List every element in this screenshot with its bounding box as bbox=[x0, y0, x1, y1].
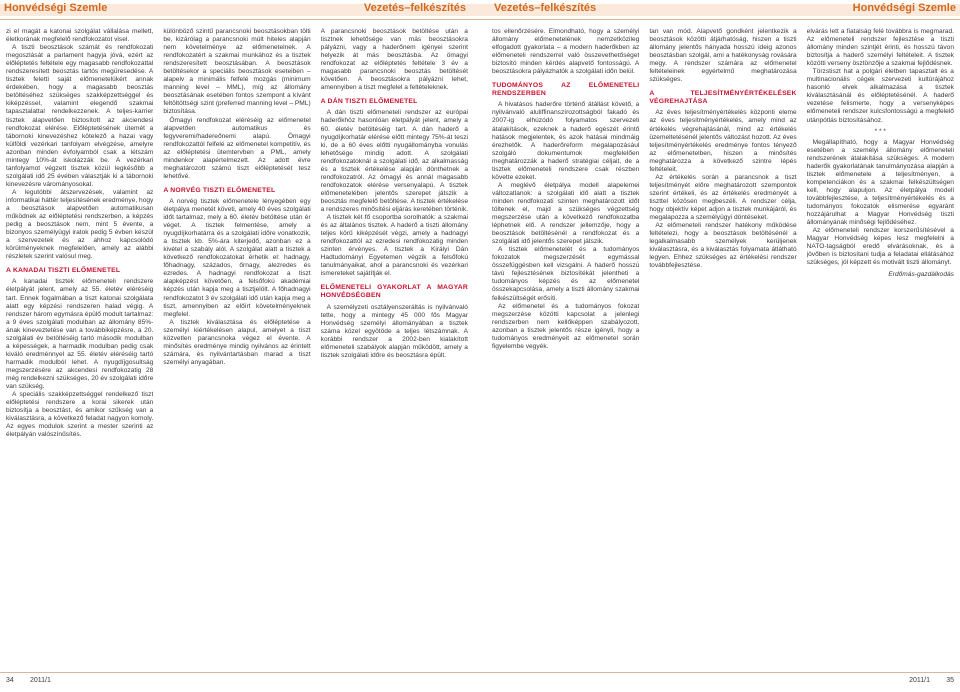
running-head-section: Vezetés–felkészítés bbox=[363, 2, 466, 14]
body-paragraph: tan van mód. Alapvető gondként jelentkezik a beosztások közötti átjárhatóság, hiszen a tiszti állomány jelentős hányada hosszú ideig azonos beosztásban szolgál, ami a hatékonyság rovására megy. A rendszer számára az előmenetel feltételeinek egyértelmű meghatározása szükséges. bbox=[649, 28, 797, 84]
section-heading: A TELJESÍTMÉNYÉRTÉKELÉSEK VÉGREHAJTÁSA bbox=[649, 90, 797, 106]
text-column-6 bbox=[807, 28, 954, 640]
section-heading: A NORVÉG TISZTI ELŐMENETEL bbox=[163, 186, 276, 194]
section-heading: A DÁN TISZTI ELŐMENETEL bbox=[320, 98, 418, 106]
body-paragraph: A kanadai tisztek előmeneteli rendszere életpályát jelent, amely az 55. életév eléréséig tart. Ennek fogalmában a tiszt katonai szolgálata alatt egy képzési rendszeren halad végig. A rendszer három egymásra épülő modult tartalmaz: a 9 éves szolgálati modulban az állomány 85%-ának kineveztetése van a továbbiképzésre, a 20. szolgálati év betöltéséig tartó második modulban a képességek, a harmadik modulban pedig csak kiváló eredménnyel az 55. életév eléréséig tartó harmadik modulból lehet. A nyugdíjgosultság megszerzésére az akcendesi rendfokozatig 28 még rendelkezni szükséges, 20 év szolgálati időre van szükség. bbox=[6, 278, 154, 391]
section-heading: ELŐMENETELI GYAKORLAT A MAGYAR HONVÉDSÉGBEN bbox=[320, 284, 468, 300]
body-paragraph: A tisztek előmenetelét és a tudományos fokozatok megszerzését egymással összefüggésben kell vizsgálni. A haderő hosszú távú fejlesztésének biztosítékát jelentheti a tudományos képzés és az előmenetel összekapcsolása, amely a tiszti állomány szakmai felkészültségét erősíti. bbox=[492, 246, 640, 302]
section-heading: TUDOMÁNYOS AZ ELŐMENETELI RENDSZERBEN bbox=[492, 82, 640, 98]
body-paragraph: Az értékelés során a parancsnok a tiszt teljesítményét előre meghatározott szempontok szerint értékeli, és az értékelés eredményét a tiszttel közösen megbeszéli. A rendszer célja, hogy objektív képet adjon a tisztek munkájáról, és megalapozza a személyügyi döntéseket. bbox=[649, 173, 797, 222]
section-separator: * * * bbox=[874, 127, 886, 135]
running-head-title: Honvédségi Szemle bbox=[852, 2, 956, 14]
body-paragraph: elvárás lett a fiatalság felé továbbra is megmarad. Az előmeneteli rendszer fejlesztése a tiszti állomány minden szintjét érinti, és hosszú távon biztosítja a haderő személyi feltételeit. A tisztek közötti verseny ösztönzője a szakmai fejlődésnek. bbox=[806, 28, 954, 68]
text-column-5 bbox=[649, 28, 796, 640]
text-column-3 bbox=[321, 28, 468, 640]
running-head-section: Vezetés–felkészítés bbox=[494, 2, 597, 14]
text-column-2 bbox=[163, 28, 310, 640]
right-page-columns bbox=[492, 28, 954, 640]
footer-rule bbox=[0, 672, 480, 673]
text-column-4 bbox=[492, 28, 639, 640]
left-page-columns bbox=[6, 28, 468, 640]
running-head-title: Honvédségi Szemle bbox=[4, 2, 108, 14]
left-page-header bbox=[0, 0, 480, 22]
body-paragraph: A dán tiszti előmeneteli rendszer az európai haderőkhöz hasonlóan életpályát jelent, amely a 60. életév betöltéséig tart. A dán haderő a nyugdíjkorhatár elérése előtt mintegy 75%-át teszi ki, de a 60 éves előtti nyugállományba vonulás lehetősége mindig adott. A szolgálati rendfokozatoknál a szolgálati idő, az alkalmasság és a tisztek értékelése alapján dönthetnek a rendfokozatról. Az ömagyi és annál magasabb rendfokozatok elérése versenyalapú. A tisztek előmenetelében jelentős szerepet játszik a beosztás megfelelő betöltése. A tisztek értékelése a rendszeres minősítési eljárás keretében történik. bbox=[320, 109, 468, 213]
right-page bbox=[480, 0, 960, 692]
issue-label: 2011/1 bbox=[909, 677, 930, 684]
body-paragraph: A meglévő életpálya modell alapelemei változatlanok: a szolgálati idő alatt a tisztek minden rendfokozati szinten meghatározott időt töltenek el, majd a szükséges végzettség megszerzése után a következő rendfokozatba léphetnek elő. A rendszer jellemzője, hogy a beosztások betöltésénél a rendfokozat és a szolgálati idő jelentős szerepet játszik. bbox=[492, 181, 640, 246]
body-paragraph: tos ellenőrzésére. Elmondható, hogy a személyi állomány előmenetelének nemzetközileg elfogadott gyakorlata – a modern haderőkben az előmeneteli rendszerrel való összevethetőséget biztosító minden kérdés alapvető fontosságú. A beosztásokra pályázhatók a szolgálati időn belül. bbox=[492, 28, 640, 76]
body-paragraph: A tisztek két fő csoportba sorolhatók: a szakmai és az általános tisztek. A haderő a tiszti állomány teljes körű kiképzését végzi, amely a hadnagyi rendfokozattól az ezredesi rendfokozatig minden szinten érvényes. A tisztek a Királyi Dán Hadtudományi Egyetemen végzik a felsőfokú tanulmányaikat, ahol a parancsnoki és vezérkari ismereteket sajátítják el. bbox=[320, 214, 468, 278]
body-paragraph: Törzstiszt hat a polgári életben tapasztalt és a multinacionális cégek szervezeti kultúrájához hasonló elvek alkalmazása a tisztek kiválasztásánál és előléptetésénél. A haderő vezetése felismerte, hogy a versenyképes előmeneteli rendszer kulcsfontosságú a megfelelő utánpótlás biztosításához. bbox=[806, 68, 954, 124]
text-column-1 bbox=[6, 28, 153, 640]
issue-label: 2011/1 bbox=[30, 677, 51, 684]
body-paragraph: különböző szintű parancsnoki beosztásokban tölti be, kizárólag a parancsnoki múlt hiteles alapján nem követelménye az előmenetelnek. A rendfokozatért a szakmai munkához és a tisztek rendszeresített beosztásában. A beosztások betöltésekor a speciális beosztások eseteiben – alapelv a minimális felfelé mozgás (minimum manning level – MML), míg az állomány beosztásának esetében fontos szempont a kívánt feltöltöttségi szint (preferred manning level – PML) biztosítása. bbox=[163, 28, 311, 116]
body-paragraph: A tiszti beosztások számát és rendfokozati megoszlását a parlament hagyja jóvá, ezért az előléptetés feltétele egy magasabb rendfokozattal rendszeresített beosztás tartós megüresedése. A tisztek feletti saját előmenetelükért annak érdekében, hogy a magasabb beosztás betöltéséhez szükséges szakképzettséggel és kiképzéssel, valamint elegendő szakmai tapasztalattal rendelkezzenek. A teljes-karrier tisztek alapvetően biztosított az akciendesi rendfokozat elérése. Előléptetésének ütemét a tábornoki kinevezéshez kötelező a hazai vagy külföldi vezérkari tanfolyam elvégzése, amelyre azonban minden évfolyamból csak a létszám mintegy 10%-át iskolázzák be. A vezérkari tanfolyamot végzett tisztek közül legkésőbb a szolgálati idő 25 évében választják ki a tábornoki kinevezésre várományosokat. bbox=[6, 44, 154, 188]
page-number: 34 bbox=[6, 677, 14, 684]
body-paragraph: Az éves teljesítményértékelés központi eleme az éves teljesítményértékelés, amely mind az értékelés végrehajtásánál, mind az értékelés üzemeltetésénél jelentős változást hozott. Az éves teljesítményértékelés eredménye fontos tényező az előmenetelben, hiszen a minősítés meghatározza a következő szintre lépés feltételeit. bbox=[649, 109, 797, 173]
body-paragraph: A tisztek kiválasztása és előléptetése a személyi kiértékelésen alapul, amelyet a tiszt közvetlen parancsnoka végez el évente. A minősítés eredménye mindig nyilvános az érintett számára, és nyilvántartásban marad a tiszt személyi anyagában. bbox=[163, 318, 311, 366]
body-paragraph: Az előmeneteli rendszer hatékony működése feltételezi, hogy a beosztások betöltésénél a legalkalmasabb személyek kerüljenek kiválasztásra, és a kiválasztás folyamata átlátható legyen. Ehhez szükséges az értékelési rendszer továbbfejlesztése. bbox=[649, 222, 797, 270]
author-signature: Erdőmás-gazdálkodás bbox=[888, 271, 954, 279]
body-paragraph: zi el magát a katonai szolgálat vállalása mellett, életkorának megfelelő rendfokozatot visel. bbox=[6, 28, 154, 44]
body-paragraph: Az előmeneteli rendszer korszerűsítésével a Magyar Honvédség képes lesz megfelelni a NATO-tagságból eredő elvárásoknak, és a jövőben is biztosítani tudja a feladatai ellátásához szükséges, jól képzett és motivált tiszti állományt. bbox=[806, 227, 954, 267]
section-heading: A KANADAI TISZTI ELŐMENETEL bbox=[6, 267, 121, 275]
right-page-header bbox=[480, 0, 960, 22]
body-paragraph: A legutóbbi átszervezések, valamint az informatikai háttér teljesítésének eredménye, hogy a beosztások alapvetően automatikusan működnek az előléptetési rendszerben, a képzés pedig a beosztások nem, mint 5 évente, a bizonyos személyügyi iratok pedig 5 évben készül a szervezetek és az ahhoz kapcsolódó körülményeknek megfelelően, amely az alábbi részletek szerint valósul meg. bbox=[6, 188, 154, 261]
body-paragraph: A speciális szakképzettséggel rendelkező tiszt előléptetési rendszere a korai sikerek után biztosítja a beosztást, és amikor szűkség van a kiválasztásra, a következő feladat nagyon komoly. Az egyes modulok szerint a mester szerinti az életpályán valószínűsítés. bbox=[6, 391, 154, 439]
body-paragraph: Megállapítható, hogy a Magyar Honvédség esetében a személyi állomány előmeneteli rendszerének átalakítása szükséges. A modern haderők gyakorlatának tanulmányozása alapján a tisztek előmenetele a teljesítményen, a kompetenciákon és a szakmai felkészültségen kell, hogy alapuljon. Az életpálya modell továbbfejlesztése, a teljesítményértékelés és a tudományos fokozatok elismerése egyaránt hozzájárulhat a Magyar Honvédség tiszti állományának minőségi fejlődéséhez. bbox=[806, 138, 954, 227]
header-rule bbox=[0, 19, 480, 20]
left-page-footer bbox=[0, 672, 480, 692]
body-paragraph: A parancsnoki beosztások betöltése után a tisztnek lehetősége van más beosztásokra pályázni, vagy a haderőnem igényei szerint helyezik át más beosztásba. Az ömagyi rendfokozat az előléptetés feltétele 3 év a magasabb parancsnoki beosztás betöltését követően. A beosztásokra pályázni lehet, amennyiben a tiszt megfelel a feltételeknek. bbox=[320, 28, 468, 92]
footer-rule bbox=[480, 672, 960, 673]
page-number: 35 bbox=[946, 677, 954, 684]
body-paragraph: A személyzeti osztályenszeráltás is nyilvánvaló tette, hogy a mintegy 45 000 fős Magyar Honvédség személyi állományában a tisztek száma közel egyötöde a teljes létszámnak. A korábbi rendszer a 2002-ben kialakított előmeneteli szabályok alapján működött, amely a tisztek szolgálati időre és beosztásra épült. bbox=[320, 303, 468, 359]
right-page-footer bbox=[480, 672, 960, 692]
header-rule bbox=[480, 19, 960, 20]
body-paragraph: A norvég tisztek előmenetele lényegében egy életpálya menetét követi, amely 40 éves szolgálati időt tartalmaz, mely a 60. életév betöltése után ér véget. A tisztek felmentése, amely a nyugdíjkorhatárra és a szolgálati időre vonatkozik, a tisztek kb. 5%-ára kiterjedő, azonban ez a kivétel a szabály alól. A szolgálat alatt a tisztek a következő rendfokozatokat érhetik el: hadnagy, főhadnagy, százados, őrnagy, alezredes és ezredes. A hadnagyi rendfokozat a tiszt alapképzést követően, a felsőfokú akadémiai képzés után kapja meg a tisztjelölt. A főhadnagyi rendfokozatot 3 év szolgálati idő után kapja meg a tiszt, amennyiben az előírt követelményeknek megfelel. bbox=[163, 197, 311, 318]
body-paragraph: A hivatásos haderőre történő átállást követő, a nyilvánvaló aluliffinanszírozottságból fakadó és 2007-ig elhúzódó folyamatos szervezeti átalakítások, ezeknek a haderő egészét érintő hatások megjelentek, és azok hatásai mindmáig érezhetők. A haderőreform megalapozásául szolgáló dokumentumok megfelelően meghatározzák a haderő stratégiai céljait, de a tisztek előmeneteli rendszere csak részben követte ezeket. bbox=[492, 101, 640, 181]
body-paragraph: Ömagyi rendfokozat eléréséig az előmenetel alapvetően automatikus és fegyveremi/hadereőnemi alapú. Ömagyi rendfokozattól felfelé az előmenetel kompetitív, és az előléptetési ütemtervben a PML, amely mindenkor alapértelmezett. Az adott évre meghatározott számú tiszt előléptetését tesz lehetővé. bbox=[163, 116, 311, 180]
body-paragraph: Az előmenetel és a tudományos fokozat megszerzése közötti kapcsolat a jelenlegi rendszerben nem kellőképpen szabályozott, azonban a tisztek jelentős része igényli, hogy a tudományos eredményeit az előmenetel során figyelembe vegyék. bbox=[492, 302, 640, 350]
